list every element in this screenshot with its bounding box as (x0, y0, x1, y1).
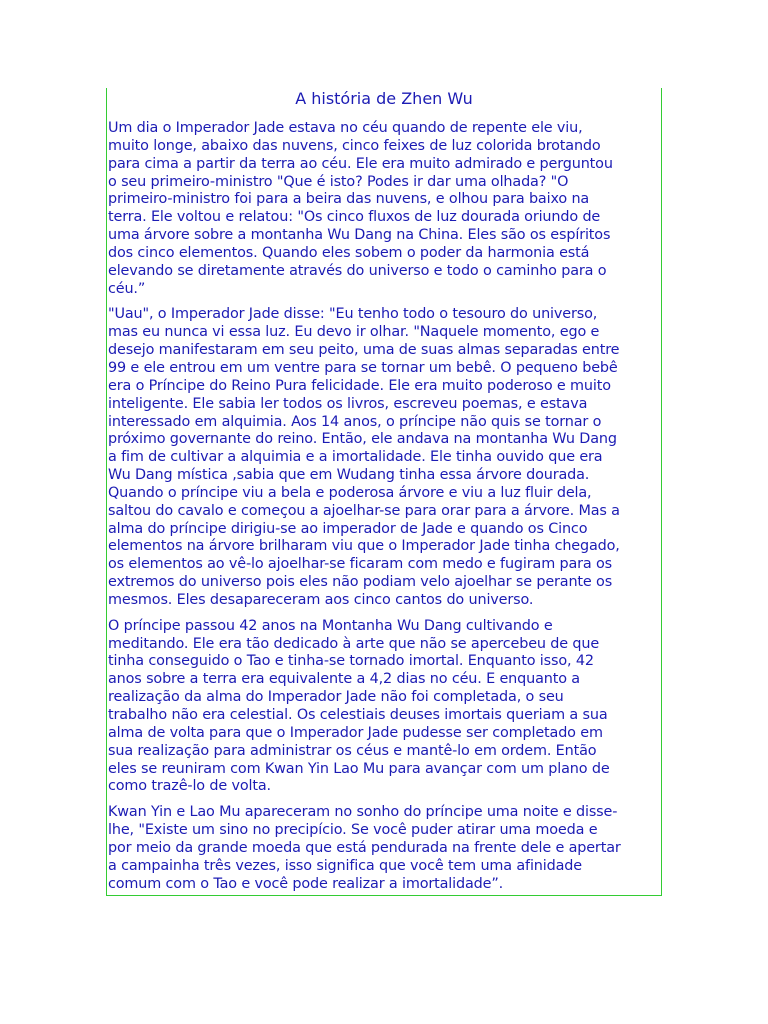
text-line: eles se reuniram com Kwan Yin Lao Mu para avançar com um plano de (108, 760, 610, 777)
text-line: Wu Dang mística ,sabia que em Wudang tinha essa árvore dourada. (108, 467, 590, 484)
text-line: Quando o príncipe viu a bela e poderosa árvore e viu a luz fluir dela, (108, 484, 592, 501)
text-line: "Uau", o Imperador Jade disse: "Eu tenho todo o tesouro do universo, (108, 306, 598, 323)
text-line: realização da alma do Imperador Jade não foi completada, o seu (108, 689, 564, 706)
text-line: extremos do universo pois eles não podiam velo ajoelhar se perante os (108, 574, 613, 591)
text-line: inteligente. Ele sabia ler todos os livros, escreveu poemas, e estava (108, 395, 588, 412)
text-line: tinha conseguido o Tao e tinha-se tornado imortal. Enquanto isso, 42 (108, 653, 594, 670)
text-line: alma do príncipe dirigiu-se ao imperador de Jade e quando os Cinco (108, 520, 588, 537)
text-line: trabalho não era celestial. Os celestiais deuses imortais queriam a sua (108, 707, 608, 723)
text-line: anos sobre a terra era equivalente a 4,2 dias no céu. E enquanto a (108, 671, 580, 688)
text-line: interessado em alquimia. Aos 14 anos, o príncipe não quis se tornar o (108, 413, 602, 430)
paragraph-3 (108, 618, 660, 796)
text-line: elementos na árvore brilharam viu que o Imperador Jade tinha chegado, (108, 538, 620, 555)
text-line: terra. Ele voltou e relatou: "Os cinco fluxos de luz dourada oriundo de (108, 209, 601, 226)
paragraph-4 (108, 804, 660, 893)
document-title: A história de Zhen Wu (295, 89, 473, 108)
text-line: por meio da grande moeda que está pendurada na frente dele e apertar (108, 839, 621, 856)
text-line: como trazê-lo de volta. (108, 778, 271, 795)
text-line: muito longe, abaixo das nuvens, cinco feixes de luz colorida brotando (108, 137, 601, 154)
text-line: Um dia o Imperador Jade estava no céu quando de repente ele viu, (108, 120, 583, 136)
text-line: meditando. Ele era tão dedicado à arte que não se apercebeu de que (108, 635, 600, 652)
text-line: próximo governante do reino. Então, ele andava na montanha Wu Dang (108, 431, 617, 448)
text-line: a fim de cultivar a alquimia e a imortalidade. Ele tinha ouvido que era (108, 449, 603, 466)
text-line: a campainha três vezes, isso significa que você tem uma afinidade (108, 857, 582, 874)
text-line: para cima a partir da terra ao céu. Ele era muito admirado e perguntou (108, 155, 613, 172)
text-line: primeiro-ministro foi para a beira das nuvens, e olhou para baixo na (108, 191, 590, 208)
text-line: mesmos. Eles desapareceram aos cinco cantos do universo. (108, 591, 534, 608)
text-line: 99 e ele entrou em um ventre para se tornar um bebê. O pequeno bebê (108, 359, 618, 376)
text-line: lhe, "Existe um sino no precipício. Se você puder atirar uma moeda e (108, 822, 598, 839)
paragraph-1 (108, 120, 660, 298)
text-line: dos cinco elementos. Quando eles sobem o poder da harmonia está (108, 244, 590, 261)
paragraph-2 (108, 306, 660, 609)
text-line: alma de volta para que o Imperador Jade pudesse ser completado em (108, 724, 603, 741)
text-line: céu.” (108, 280, 146, 297)
text-line: uma árvore sobre a montanha Wu Dang na China. Eles são os espíritos (108, 227, 611, 244)
text-line: era o Príncipe do Reino Pura felicidade. Ele era muito poderoso e muito (108, 377, 611, 394)
text-line: O príncipe passou 42 anos na Montanha Wu Dang cultivando e (108, 617, 553, 634)
text-line: mas eu nunca vi essa luz. Eu devo ir olhar. "Naquele momento, ego e (108, 324, 600, 341)
text-line: elevando se diretamente através do universo e todo o caminho para o (108, 262, 607, 279)
document-body (108, 120, 660, 901)
text-line: desejo manifestaram em seu peito, uma de suas almas separadas entre (108, 342, 620, 359)
text-line: sua realização para administrar os céus e mantê-lo em ordem. Então (108, 742, 597, 759)
text-line: os elementos ao vê-lo ajoelhar-se ficaram com medo e fugiram para os (108, 556, 613, 573)
text-line: comum com o Tao e você pode realizar a imortalidade”. (108, 875, 504, 892)
text-frame (106, 88, 662, 896)
text-line: saltou do cavalo e começou a ajoelhar-se para orar para a árvore. Mas a (108, 502, 620, 519)
text-line: o seu primeiro-ministro "Que é isto? Podes ir dar uma olhada? "O (108, 173, 569, 190)
text-line: Kwan Yin e Lao Mu apareceram no sonho do príncipe uma noite e disse- (108, 804, 618, 821)
